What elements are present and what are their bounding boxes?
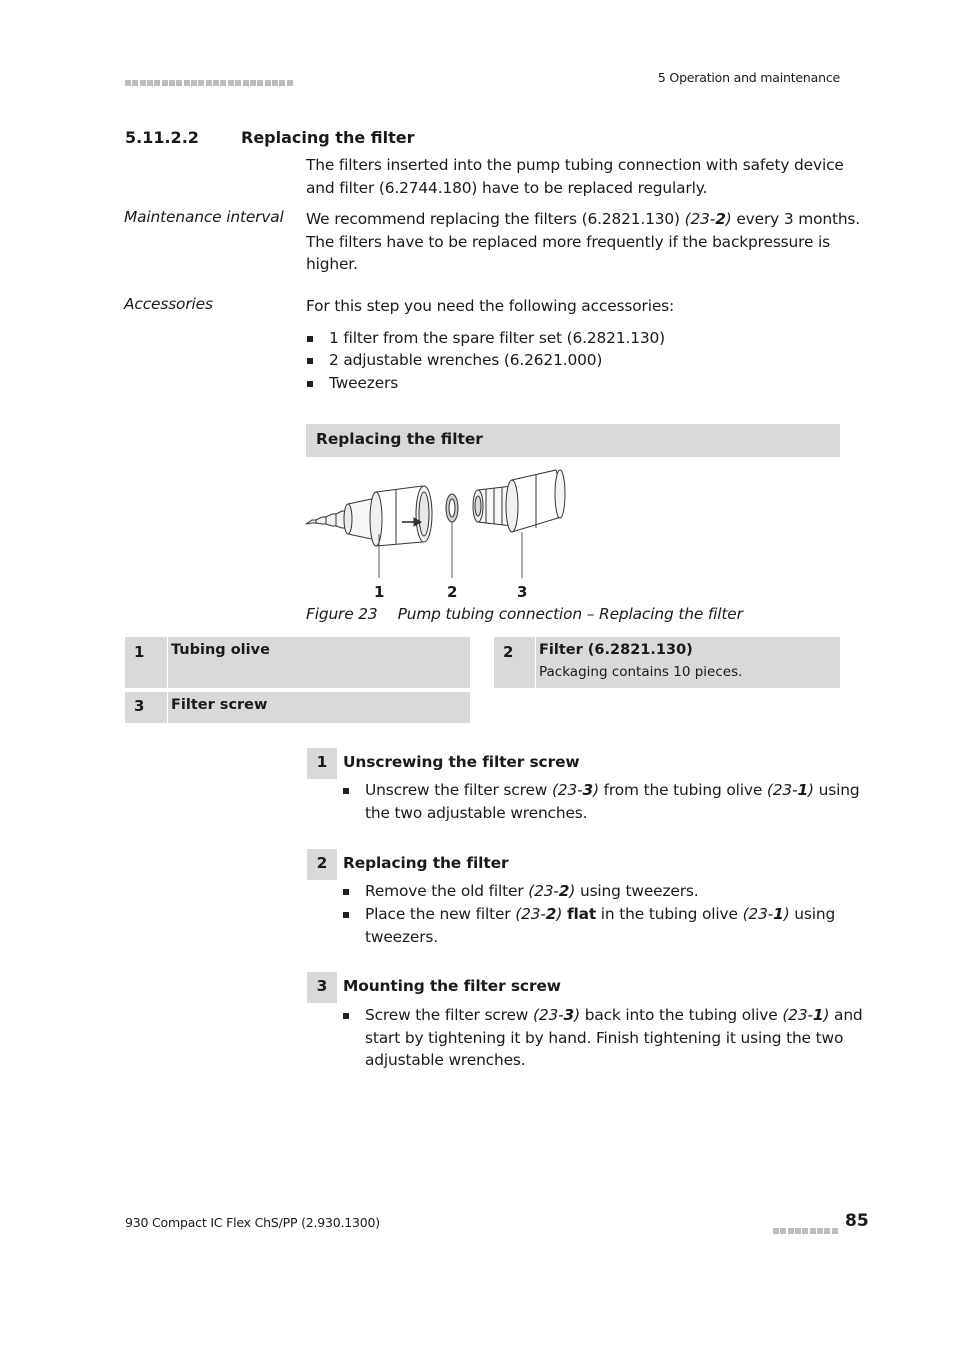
footer-decoration (773, 1219, 843, 1227)
accessories-intro: For this step you need the following accessories: (306, 297, 675, 315)
pump-tubing-connection-illustration (300, 462, 580, 582)
legend-item-2 (494, 637, 840, 688)
figure-caption (306, 605, 743, 623)
step-title: Mounting the filter screw (343, 977, 561, 995)
step-number-box: 2 (307, 849, 337, 880)
chapter-header: 5 Operation and maintenance (657, 70, 840, 85)
legend-item-1 (125, 637, 470, 688)
section-title: Replacing the filter (241, 128, 415, 147)
legend-description: Packaging contains 10 pieces. (539, 664, 743, 680)
step-number-box: 1 (307, 748, 337, 779)
legend-item-3 (125, 692, 470, 723)
legend-title: Filter (6.2821.130) (539, 642, 693, 658)
intro-line: The filters inserted into the pump tubing connection with safety device (306, 156, 844, 174)
header-decoration (125, 71, 307, 79)
figure-caption-text: Pump tubing connection – Replacing the filter (397, 605, 743, 623)
list-item: Tweezers (329, 374, 399, 392)
legend-number: 3 (134, 697, 145, 715)
procedure-title: Replacing the filter (316, 430, 483, 448)
legend-number: 1 (134, 643, 145, 661)
figure-callout-3: 3 (517, 583, 528, 601)
page-number: 85 (845, 1211, 869, 1231)
accessories-label: Accessories (124, 295, 213, 313)
intro-paragraph (306, 154, 844, 199)
maintenance-interval-label: Maintenance interval (124, 208, 284, 226)
bullet-icon (307, 358, 313, 364)
step-instruction: Screw the filter screw (23-3) back into the tubing olive (23-1) and start by tightening it by hand. Finish tightening it using the two adjustable wrenches. (365, 1006, 863, 1069)
bullet-icon (307, 381, 313, 387)
maintenance-line: higher. (306, 255, 358, 273)
product-footer: 930 Compact IC Flex ChS/PP (2.930.1300) (125, 1215, 380, 1230)
bullet-icon (307, 336, 313, 342)
step-number-box: 3 (307, 972, 337, 1003)
step-title: Unscrewing the filter screw (343, 753, 580, 771)
figure-reference: (23-2) (684, 210, 732, 228)
figure-callout-2: 2 (447, 583, 458, 601)
step-instruction: Place the new filter (23-2) flat in the tubing olive (23-1) using tweezers. (365, 905, 836, 946)
maintenance-line: We recommend replacing the filters (6.2821.130) (23-2) every 3 months. (306, 210, 861, 228)
maintenance-line: The filters have to be replaced more frequently if the backpressure is (306, 232, 831, 251)
legend-number: 2 (503, 643, 514, 661)
figure-callout-1: 1 (374, 583, 385, 601)
list-item: 1 filter from the spare filter set (6.2821.130) (329, 329, 665, 347)
bullet-icon (343, 1013, 349, 1019)
legend-divider (535, 637, 536, 688)
procedure-banner (306, 424, 840, 457)
intro-line: and filter (6.2744.180) have to be replaced regularly. (306, 178, 708, 197)
legend-title: Tubing olive (171, 642, 270, 658)
bullet-icon (343, 889, 349, 895)
step-instruction: Remove the old filter (23-2) using tweezers. (365, 882, 699, 900)
maintenance-paragraph (306, 208, 860, 276)
section-number: 5.11.2.2 (125, 128, 199, 147)
bullet-icon (343, 912, 349, 918)
legend-divider (167, 692, 168, 723)
figure-number: Figure 23 (306, 605, 378, 623)
legend-divider (167, 637, 168, 688)
list-item: 2 adjustable wrenches (6.2621.000) (329, 351, 603, 369)
bullet-icon (343, 788, 349, 794)
legend-title: Filter screw (171, 697, 268, 713)
step-title: Replacing the filter (343, 854, 509, 872)
step-instruction: Unscrew the filter screw (23-3) from the tubing olive (23-1) using the two adjustable wrenches. (365, 781, 860, 822)
